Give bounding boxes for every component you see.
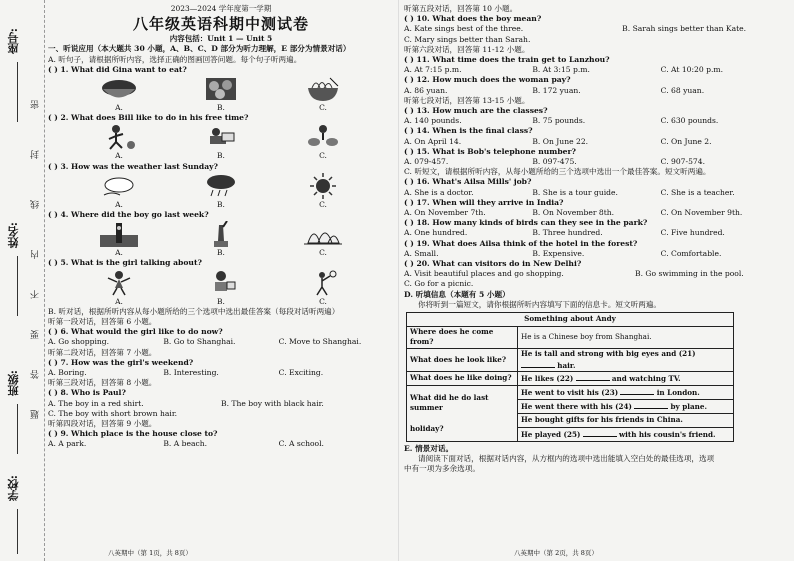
option-c[interactable]: C. bbox=[319, 199, 327, 209]
dialogue-7-note: 听第七段对话，回答第 13-15 小题。 bbox=[404, 95, 530, 105]
option-b[interactable]: B. Go to Shanghai. bbox=[163, 337, 236, 347]
page-footer: 八英期中（第 2页，共 8页） bbox=[514, 548, 598, 557]
class-blank[interactable] bbox=[17, 404, 18, 454]
option-b[interactable]: B. 172 yuan. bbox=[532, 85, 581, 95]
question-13-options bbox=[404, 116, 789, 126]
section-d-heading: D. 听填信息（本题有 5 小题） bbox=[404, 289, 510, 299]
dialogue-1-note: 听第一段对话，回答第 6 小题。 bbox=[48, 317, 157, 327]
option-b[interactable]: B. Go swimming in the pool. bbox=[635, 269, 744, 279]
blank-23[interactable] bbox=[620, 386, 654, 395]
left-column bbox=[48, 0, 394, 561]
question-7: ( ) 7. How was the girl's weekend? bbox=[48, 357, 194, 367]
right-column bbox=[404, 0, 789, 561]
row-label: What did he do last summer holiday? bbox=[407, 385, 518, 441]
option-a[interactable]: A. bbox=[115, 103, 123, 113]
option-c[interactable]: C. She is a teacher. bbox=[660, 187, 735, 197]
option-c[interactable]: C. The boy with short brown hair. bbox=[48, 408, 178, 418]
option-c[interactable]: C. bbox=[319, 248, 327, 258]
school-label: 学校: bbox=[7, 475, 20, 502]
dialogue-3-note: 听第三段对话，回答第 8 小题。 bbox=[48, 378, 157, 388]
option-b[interactable]: B. The boy with black hair. bbox=[221, 398, 324, 408]
sydney-opera-house-icon[interactable] bbox=[302, 221, 344, 247]
option-c[interactable]: C. Five hundred. bbox=[660, 228, 725, 238]
dialogue-4-note: 听第四段对话，回答第 9 小题。 bbox=[48, 419, 157, 429]
seal-char: 要 bbox=[31, 330, 41, 339]
question-14: ( ) 14. When is the final class? bbox=[404, 126, 533, 136]
option-b[interactable]: B. Sarah sings better than Kate. bbox=[622, 24, 747, 34]
question-20-options bbox=[404, 269, 789, 279]
question-16-options bbox=[404, 188, 789, 198]
question-5-options bbox=[48, 297, 394, 307]
option-a[interactable]: A. Kate sings best of the three. bbox=[404, 24, 524, 34]
question-3-options bbox=[48, 200, 394, 210]
boy-with-book-icon[interactable] bbox=[200, 270, 242, 296]
question-12: ( ) 12. How much does the woman pay? bbox=[404, 75, 571, 85]
option-c[interactable]: C. Move to Shanghai. bbox=[278, 337, 362, 347]
dialogue-5-note: 听第五段对话，回答第 10 小题。 bbox=[404, 4, 518, 13]
question-13: ( ) 13. How much are the classes? bbox=[404, 106, 548, 116]
option-c[interactable]: C. On June 2. bbox=[660, 136, 712, 146]
option-a[interactable]: A. 86 yuan. bbox=[404, 85, 448, 95]
section-e-heading: E. 情景对话。 bbox=[404, 443, 454, 453]
option-c[interactable]: C. bbox=[319, 151, 327, 161]
option-a[interactable]: A. Boring. bbox=[48, 368, 87, 378]
option-c[interactable]: C. bbox=[319, 296, 327, 306]
question-3: ( ) 3. How was the weather last Sunday? bbox=[48, 161, 218, 171]
rice-bowl-icon[interactable] bbox=[98, 76, 140, 102]
school-year: 2023—2024 学年度第一学期 bbox=[170, 4, 272, 13]
seal-char: 线 bbox=[31, 200, 41, 209]
option-a[interactable]: A. At 7:15 p.m. bbox=[404, 65, 462, 75]
option-b[interactable]: B. At 3:15 p.m. bbox=[532, 65, 590, 75]
question-19: ( ) 19. What does Ailsa think of the hotel in the forest? bbox=[404, 238, 638, 248]
option-a[interactable]: A. bbox=[115, 248, 123, 258]
option-b[interactable]: B. bbox=[217, 103, 225, 113]
question-4-pictures bbox=[48, 220, 394, 248]
question-5-pictures bbox=[48, 269, 394, 297]
section-e-instruction-2: 中有一项为多余选项。 bbox=[404, 464, 480, 474]
option-a[interactable]: A. bbox=[115, 199, 123, 209]
blank-21[interactable] bbox=[521, 359, 555, 368]
option-c[interactable]: C. bbox=[319, 103, 327, 113]
option-c[interactable]: C. At 10:20 p.m. bbox=[660, 65, 724, 75]
option-b[interactable]: B. Expensive. bbox=[532, 248, 585, 258]
row-value: He likes (22) and watching TV. bbox=[518, 371, 734, 385]
question-8-options bbox=[48, 399, 394, 409]
question-1-pictures bbox=[48, 75, 394, 103]
option-c[interactable]: C. Exciting. bbox=[278, 368, 324, 378]
question-17-options bbox=[404, 208, 789, 218]
option-a[interactable]: A. Go shopping. bbox=[48, 337, 110, 347]
option-a[interactable]: A. A park. bbox=[48, 439, 87, 449]
row-label: What does he like doing? bbox=[407, 371, 518, 385]
question-17: ( ) 17. When will they arrive in India? bbox=[404, 197, 564, 207]
section-d-instruction: 你将听到一篇短文，请你根据所听内容填写下面的信息卡。短文听两遍。 bbox=[418, 299, 661, 309]
option-b[interactable]: B. On November 8th. bbox=[532, 208, 615, 218]
option-b[interactable]: B. On June 22. bbox=[532, 136, 589, 146]
question-16: ( ) 16. What's Ailsa Mills' job? bbox=[404, 177, 532, 187]
option-b[interactable]: B. bbox=[217, 151, 225, 161]
question-11-options bbox=[404, 65, 789, 75]
option-c[interactable]: C. 630 pounds. bbox=[660, 116, 719, 126]
section-c-instruction: C. 听短文，请根据所听内容，从每小题所给的三个选项中选出一个最佳答案。短文听两遍。 bbox=[404, 167, 711, 177]
section-1-heading: 一、听说应用（本大题共 30 小题，A、B、C、D 部分为听力理解，E 部分为情景对话） bbox=[48, 44, 351, 54]
option-b[interactable]: B. 097-475. bbox=[532, 157, 577, 167]
seal-char: 封 bbox=[31, 150, 41, 159]
seat-label: 座号: bbox=[7, 28, 20, 55]
option-c[interactable]: C. 68 yuan. bbox=[660, 85, 705, 95]
question-2-options bbox=[48, 151, 394, 161]
exam-title: 八年级英语科期中测试卷 bbox=[132, 15, 309, 34]
row-value: He went to visit his (23) in London. bbox=[518, 385, 734, 399]
dialogue-2-note: 听第二段对话，回答第 7 小题。 bbox=[48, 347, 157, 357]
question-11: ( ) 11. What time does the train get to Lanzhou? bbox=[404, 55, 610, 65]
question-12-options bbox=[404, 86, 789, 96]
question-5: ( ) 5. What is the girl talking about? bbox=[48, 258, 202, 268]
option-a[interactable]: A. The boy in a red shirt. bbox=[48, 398, 144, 408]
question-18-options bbox=[404, 228, 789, 238]
dialogue-6-note: 听第六段对话，回答第 11-12 小题。 bbox=[404, 44, 530, 54]
option-c[interactable]: C. Go for a picnic. bbox=[404, 279, 474, 289]
option-b[interactable]: B. She is a tour guide. bbox=[532, 187, 618, 197]
option-a[interactable]: A. bbox=[115, 151, 123, 161]
row-value: He played (25) with his cousin's friend. bbox=[518, 427, 734, 441]
blank-25[interactable] bbox=[583, 428, 617, 437]
row-value: He bought gifts for his friends in China. bbox=[518, 413, 734, 427]
question-9: ( ) 9. Which place is the house close to? bbox=[48, 429, 218, 439]
question-7-options bbox=[48, 368, 394, 378]
question-6-options bbox=[48, 337, 394, 347]
option-c[interactable]: C. Mary sings better than Sarah. bbox=[404, 34, 531, 44]
option-b[interactable]: B. A beach. bbox=[163, 439, 208, 449]
question-1-options bbox=[48, 103, 394, 113]
question-15-options bbox=[404, 157, 789, 167]
question-4-options bbox=[48, 248, 394, 258]
seat-blank[interactable] bbox=[17, 62, 18, 122]
section-e-instruction-1: 请阅读下面对话，根据对话内容，从方框内的选项中选出能填入空白处的最佳选项，选项 bbox=[418, 454, 715, 464]
seal-char: 不 bbox=[31, 290, 41, 299]
seal-char: 题 bbox=[31, 410, 41, 419]
row-value: He went there with his (24) by plane. bbox=[518, 399, 734, 413]
question-19-options bbox=[404, 249, 789, 259]
option-b[interactable]: B. Three hundred. bbox=[532, 228, 603, 238]
section-a-instruction: A. 听句子，请根据所听内容，选择正确的图画回答问题。每个句子听两遍。 bbox=[48, 54, 302, 64]
option-a[interactable]: A. 140 pounds. bbox=[404, 116, 462, 126]
dumplings-icon[interactable] bbox=[200, 76, 242, 102]
rain-cloud-icon[interactable] bbox=[200, 173, 242, 199]
question-10-options bbox=[404, 24, 789, 34]
column-divider bbox=[398, 0, 399, 561]
option-a[interactable]: A. On November 7th. bbox=[404, 208, 486, 218]
option-b[interactable]: B. 75 pounds. bbox=[532, 116, 586, 126]
dancing-girl-icon[interactable] bbox=[98, 270, 140, 296]
question-3-pictures bbox=[48, 172, 394, 200]
row-label: What does he look like? bbox=[407, 348, 518, 371]
question-14-options bbox=[404, 137, 789, 147]
row-value: He is a Chinese boy from Shanghai. bbox=[518, 327, 734, 348]
seal-char: 密 bbox=[31, 100, 41, 109]
noodles-icon[interactable] bbox=[302, 76, 344, 102]
option-b[interactable]: B. Interesting. bbox=[163, 368, 219, 378]
page-footer: 八英期中（第 1页，共 8页） bbox=[108, 548, 192, 557]
exam-scope: 内容包括：Unit 1 — Unit 5 bbox=[169, 34, 273, 44]
name-blank[interactable] bbox=[17, 256, 18, 316]
statue-of-liberty-icon[interactable] bbox=[200, 221, 242, 247]
info-card-table bbox=[406, 312, 734, 442]
option-c[interactable]: C. On November 9th. bbox=[660, 208, 743, 218]
question-20: ( ) 20. What can visitors do in New Delhi? bbox=[404, 259, 582, 269]
option-c[interactable]: C. 907-574. bbox=[660, 157, 705, 167]
info-card-title: Something about Andy bbox=[407, 313, 734, 327]
big-ben-icon[interactable] bbox=[98, 221, 140, 247]
option-c[interactable]: C. Comfortable. bbox=[660, 248, 722, 258]
question-8: ( ) 8. Who is Paul? bbox=[48, 388, 126, 398]
question-15: ( ) 15. What is Bob's telephone number? bbox=[404, 146, 576, 156]
sun-icon[interactable] bbox=[302, 173, 344, 199]
option-a[interactable]: A. One hundred. bbox=[404, 228, 468, 238]
blank-22[interactable] bbox=[576, 372, 610, 381]
soccer-player-icon[interactable] bbox=[98, 124, 140, 150]
reading-boy-icon[interactable] bbox=[200, 124, 242, 150]
option-b[interactable]: B. bbox=[217, 248, 225, 258]
option-a[interactable]: A. bbox=[115, 296, 123, 306]
row-value: He is tall and strong with big eyes and (21) hair. bbox=[518, 348, 734, 371]
drummer-icon[interactable] bbox=[302, 124, 344, 150]
option-a[interactable]: A. On April 14. bbox=[404, 136, 462, 146]
binding-margin bbox=[0, 0, 45, 561]
question-10: ( ) 10. What does the boy mean? bbox=[404, 14, 542, 24]
class-label: 班级: bbox=[7, 370, 20, 397]
option-a[interactable]: A. Small. bbox=[404, 248, 439, 258]
question-18: ( ) 18. How many kinds of birds can they see in the park? bbox=[404, 218, 648, 228]
seal-char: 答 bbox=[31, 370, 41, 379]
seal-char: 内 bbox=[31, 250, 41, 259]
name-label: 姓名: bbox=[7, 222, 20, 249]
option-a[interactable]: A. She is a doctor. bbox=[404, 187, 474, 197]
tennis-player-icon[interactable] bbox=[302, 270, 344, 296]
question-2: ( ) 2. What does Bill like to do in his free time? bbox=[48, 113, 249, 123]
windy-cloud-icon[interactable] bbox=[98, 173, 140, 199]
question-2-pictures bbox=[48, 123, 394, 151]
question-1: ( ) 1. What did Gina want to eat? bbox=[48, 64, 187, 74]
question-4: ( ) 4. Where did the boy go last week? bbox=[48, 210, 209, 220]
blank-24[interactable] bbox=[634, 400, 668, 409]
option-b[interactable]: B. bbox=[217, 199, 225, 209]
option-a[interactable]: A. Visit beautiful places and go shopping. bbox=[404, 269, 564, 279]
question-9-options bbox=[48, 439, 394, 449]
row-label: Where does he come from? bbox=[407, 327, 518, 348]
section-b-instruction: B. 听对话，根据所听内容从每小题所给的三个选项中选出最佳答案（每段对话听两遍） bbox=[48, 306, 340, 316]
option-a[interactable]: A. 079-457. bbox=[404, 157, 449, 167]
school-blank[interactable] bbox=[17, 509, 18, 554]
option-c[interactable]: C. A school. bbox=[278, 439, 324, 449]
question-6: ( ) 6. What would the girl like to do now? bbox=[48, 327, 223, 337]
option-b[interactable]: B. bbox=[217, 296, 225, 306]
